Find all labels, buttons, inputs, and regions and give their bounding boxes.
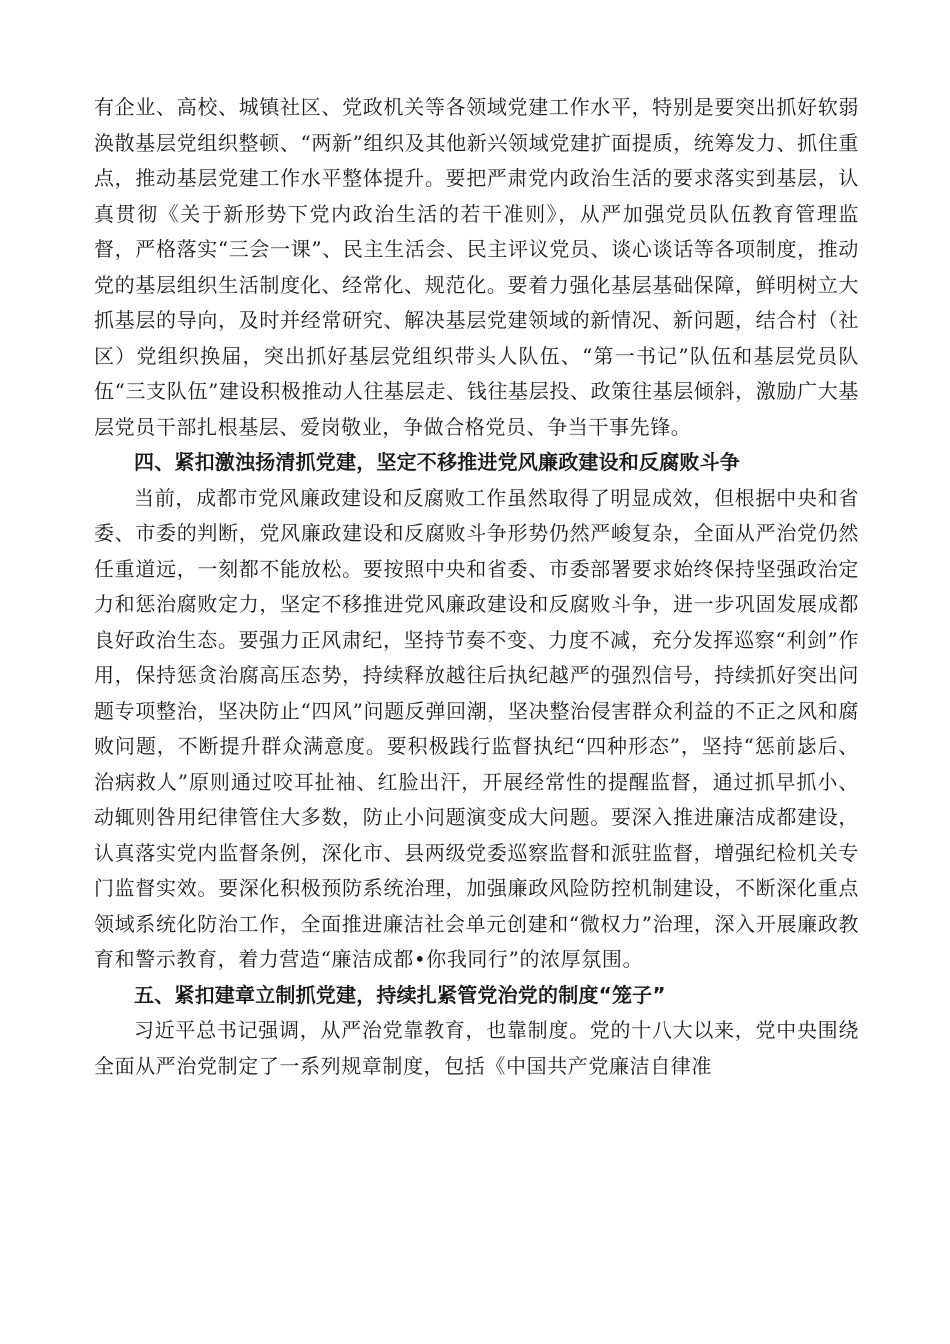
- body-paragraph-section-4: 当前，成都市党风廉政建设和反腐败工作虽然取得了明显成效，但根据中央和省委、市委的判断，党风廉政建设和反腐败斗争形势仍然严峻复杂，全面从严治党仍然任重道远，一刻都不能放松。要按照中央和省委、市委部署要求始终保持坚强政治定力和惩治腐败定力，坚定不移推进党风廉政建设和反腐败斗争，进一步巩固发展成都良好政治生态。要强力正风肃纪，坚持节奏不变、力度不减，充分发挥巡察“利剑”作用，保持惩贪治腐高压态势，持续释放越往后执纪越严的强烈信号，持续抓好突出问题专项整治，坚决防止“四风”问题反弹回潮，坚决整治侵害群众利益的不正之风和腐败问题，不断提升群众满意度。要积极践行监督执纪“四种形态”，坚持“惩前毖后、治病救人”原则通过咬耳扯袖、红脸出汗，开展经常性的提醒监督，通过抓早抓小、动辄则咎用纪律管住大多数，防止小问题演变成大问题。要深入推进廉洁成都建设，认真落实党内监督条例，深化市、县两级党委巡察监督和派驻监督，增强纪检机关专门监督实效。要深化积极预防系统治理，加强廉政风险防控机制建设，不断深化重点领域系统化防治工作，全面推进廉洁社会单元创建和“微权力”治理，深入开展廉政教育和警示教育，着力营造“廉洁成都•你我同行”的浓厚氛围。: [94, 485, 859, 971]
- body-paragraph-section-5: 习近平总书记强调，从严治党靠教育，也靠制度。党的十八大以来，党中央围绕全面从严治党制定了一系列规章制度，包括《中国共产党廉洁自律准: [94, 1018, 859, 1078]
- section-heading-4: 四、紧扣激浊扬清抓党建，坚定不移推进党风廉政建设和反腐败斗争: [134, 450, 740, 474]
- document-page: [94, 90, 859, 1084]
- body-paragraph-continued: 有企业、高校、城镇社区、党政机关等各领域党建工作水平，特别是要突出抓好软弱涣散基层党组织整顿、“两新”组织及其他新兴领域党建扩面提质，统筹发力、抓住重点，推动基层党建工作水平整体提升。要把严肃党内政治生活的要求落实到基层，认真贯彻《关于新形势下党内政治生活的若干准则》，从严加强党员队伍教育管理监督，严格落实“三会一课”、民主生活会、民主评议党员、谈心谈话等各项制度，推动党的基层组织生活制度化、经常化、规范化。要着力强化基层基础保障，鲜明树立大抓基层的导向，及时并经常研究、解决基层党建领域的新情况、新问题，结合村（社区）党组织换届，突出抓好基层党组织带头人队伍、“第一书记”队伍和基层党员队伍“三支队伍”建设积极推动人往基层走、钱往基层投、政策往基层倾斜，激励广大基层党员干部扎根基层、爱岗敬业，争做合格党员、争当干事先锋。: [94, 95, 859, 439]
- section-heading-5: 五、紧扣建章立制抓党建，持续扎紧管党治党的制度“笼子”: [134, 982, 666, 1007]
